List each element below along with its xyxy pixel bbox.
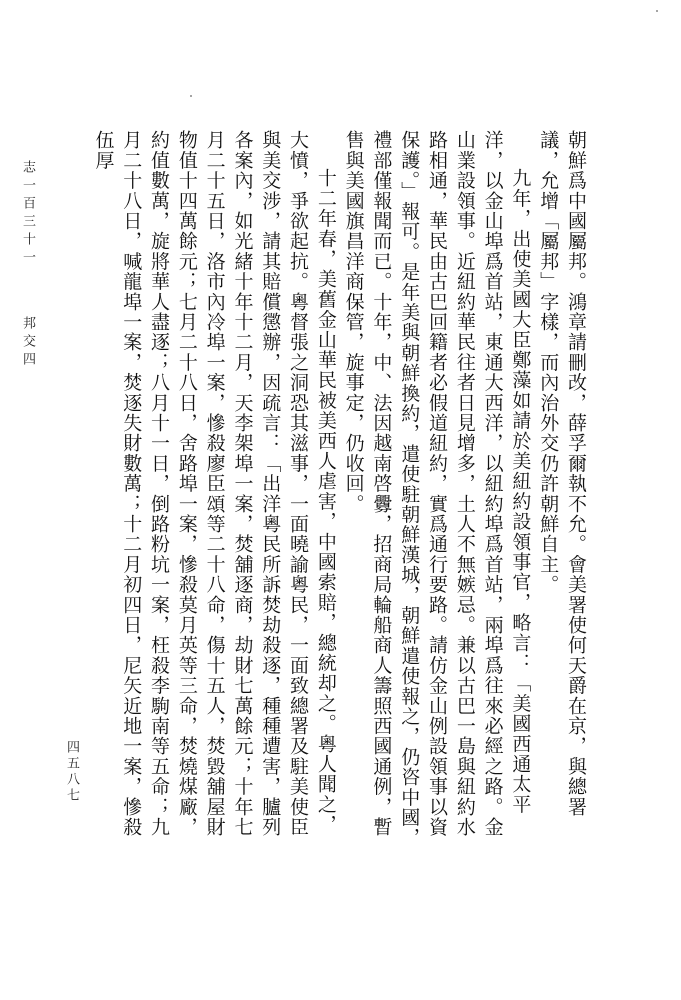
paragraph-2: 九年，出使美國大臣鄭藻如請於美紐約設領事官，略言：「美國西通太平洋，以金山埠爲首站，東通大西洋，以紐約埠爲首站，兩埠爲往來必經之路。金山業設領事。近紐約華民往者日見增多，土人不無嫉忌。兼以古巴一島與紐約水路相通，華民由古巴回籍者必假道紐約，實爲通行要路。請仿金山例設領事以資保護。」報可。是年美與朝鮮換約，遣使駐朝鮮漢城，朝鮮遣使報之，仍咨中國，禮部僅報聞而已。十年，中、法因越南啓釁，招商局輪船商人籌照西國通例，暫售與美國旗昌洋商保管，旋事定，仍收回。 — [342, 130, 532, 848]
paragraph-3: 十二年春，美舊金山華民被美西人虐害，中國索賠，總統却之。粵人聞之，大憤，爭欲起抗。粵督張之洞恐其滋事，一面曉諭粵民，一面致總署及駐美使臣與美交涉，請其賠償懲辦，因疏言：「出洋粵民所訴焚劫殺逐，種種遭害，臚列各案內，如光緒十年十二月，天李架埠一案，焚舖逐商，劫財七萬餘元；十年七月二十五日，洛市內冷埠一案，慘殺廖臣頌等二十八命，傷十五人，焚毀舖屋財物值十四萬餘元；七月二十八日，舍路埠一案，慘殺莫月英等三命，焚燒煤廠，約值數萬，旋將華人盡逐；八月十一日，倒路粉坑一案，枉殺李駒南等五命；九月二十八日，喊龍埠一案，焚逐失財數萬；十二月初四日，尼矢近地一案，慘殺伍厚 — [92, 130, 337, 837]
running-header — [18, 160, 37, 370]
header-volume: 志一百三十一 — [20, 160, 35, 268]
paragraph-1: 朝鮮爲中國屬邦。鴻章請刪改，薛孚爾執不允。會美署使何天爵在京，與總署議，允增「屬邦」字樣，而內治外交仍許朝鮮自主。 — [537, 130, 587, 817]
scan-speck — [190, 95, 192, 97]
scan-speck — [656, 10, 658, 12]
header-section: 邦交四 — [20, 316, 35, 370]
page-number: 四五八七 — [64, 740, 79, 804]
main-text-block — [89, 130, 589, 850]
